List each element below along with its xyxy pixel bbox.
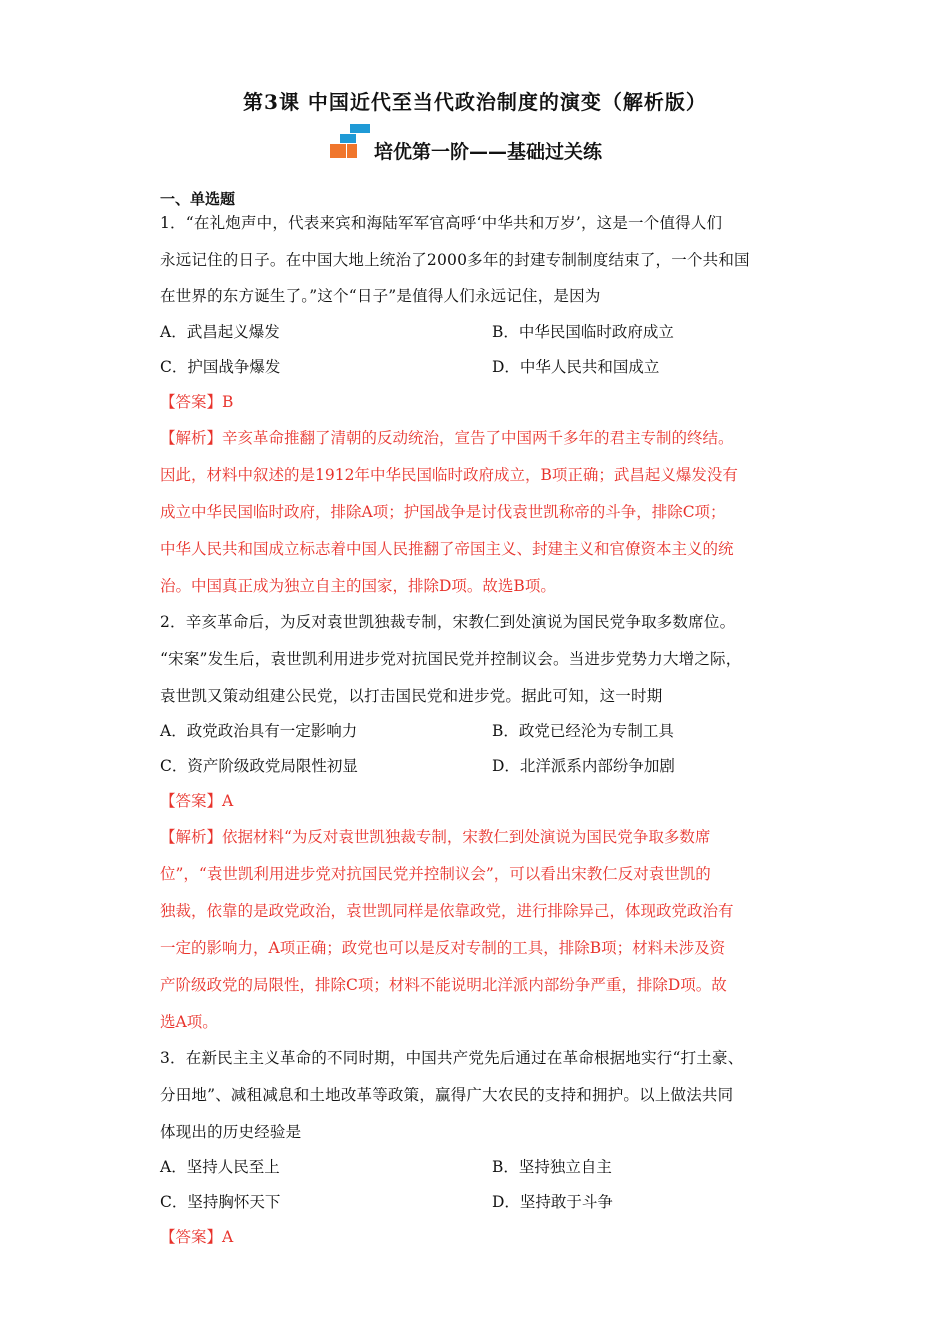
q3-answer: 【答案】A bbox=[160, 1228, 234, 1246]
q2-analysis-line-1: 【解析】依据材料“为反对袁世凯独裁专制，宋教仁到处演说为国民党争取多数席 bbox=[160, 828, 711, 846]
q2-analysis-line-5: 产阶级政党的局限性，排除C项；材料不能说明北洋派内部纷争严重，排除D项。故 bbox=[160, 976, 727, 994]
q2-analysis-line-2: 位”，“袁世凯利用进步党对抗国民党并控制议会”，可以看出宋教仁反对袁世凯的 bbox=[160, 865, 711, 883]
q1-option-c: C．护国战争爆发 bbox=[160, 358, 281, 376]
q2-analysis-line-3: 独裁，依靠的是政党政治，袁世凯同样是依靠政党，进行排除异己，体现政党政治有 bbox=[160, 902, 734, 920]
stair-blocks-icon bbox=[328, 124, 372, 160]
q1-stem-line-3: 在世界的东方诞生了。”这个“日子”是值得人们永远记住，是因为 bbox=[160, 287, 601, 305]
q1-stem-line-1: 1．“在礼炮声中，代表来宾和海陆军军官高呼‘中华共和万岁’，这是一个值得人们 bbox=[160, 214, 723, 232]
document-title: 第3课 中国近代至当代政治制度的演变（解析版） bbox=[243, 90, 707, 114]
q1-analysis-line-3: 成立中华民国临时政府，排除A项；护国战争是讨伐袁世凯称帝的斗争，排除C项； bbox=[160, 503, 726, 521]
q3-option-b: B．坚持独立自主 bbox=[492, 1158, 612, 1176]
q1-analysis-line-4: 中华人民共和国成立标志着中国人民推翻了帝国主义、封建主义和官僚资本主义的统 bbox=[160, 540, 734, 558]
q2-stem-line-1: 2．辛亥革命后，为反对袁世凯独裁专制，宋教仁到处演说为国民党争取多数席位。 bbox=[160, 613, 736, 631]
q2-stem-line-2: “宋案”发生后，袁世凯利用进步党对抗国民党并控制议会。当进步党势力大增之际， bbox=[160, 650, 742, 668]
q3-stem-line-1: 3．在新民主主义革命的不同时期，中国共产党先后通过在革命根据地实行“打土豪、 bbox=[160, 1049, 744, 1067]
q3-option-a: A．坚持人民至上 bbox=[160, 1158, 280, 1176]
q2-analysis-line-4: 一定的影响力，A项正确；政党也可以是反对专制的工具，排除B项；材料未涉及资 bbox=[160, 939, 726, 957]
q3-stem-line-3: 体现出的历史经验是 bbox=[160, 1123, 302, 1141]
q2-option-c: C．资产阶级政党局限性初显 bbox=[160, 757, 358, 775]
q2-option-a: A．政党政治具有一定影响力 bbox=[160, 722, 358, 740]
q3-stem-line-2: 分田地”、减租减息和土地改革等政策，赢得广大农民的支持和拥护。以上做法共同 bbox=[160, 1086, 734, 1104]
q2-answer: 【答案】A bbox=[160, 792, 234, 810]
section-heading: 一、单选题 bbox=[160, 190, 236, 208]
q1-analysis-line-2: 因此，材料中叙述的是1912年中华民国临时政府成立，B项正确；武昌起义爆发没有 bbox=[160, 466, 738, 484]
blue-block-middle bbox=[340, 134, 356, 143]
q1-option-b: B．中华民国临时政府成立 bbox=[492, 323, 674, 341]
q2-option-b: B．政党已经沦为专制工具 bbox=[492, 722, 674, 740]
q1-stem-line-2: 永远记住的日子。在中国大地上统治了2000多年的封建专制制度结束了，一个共和国 bbox=[160, 251, 750, 269]
banner-title: 培优第一阶——基础过关练 bbox=[374, 141, 603, 163]
q2-analysis-line-6: 选A项。 bbox=[160, 1013, 218, 1031]
orange-block-small bbox=[347, 144, 357, 158]
q1-option-d: D．中华人民共和国成立 bbox=[492, 358, 660, 376]
q1-option-a: A．武昌起义爆发 bbox=[160, 323, 280, 341]
q2-option-d: D．北洋派系内部纷争加剧 bbox=[492, 757, 675, 775]
blue-block-top bbox=[350, 124, 370, 133]
q1-analysis-line-1: 【解析】辛亥革命推翻了清朝的反动统治，宣告了中国两千多年的君主专制的终结。 bbox=[160, 429, 734, 447]
q1-analysis-line-5: 治。中国真正成为独立自主的国家，排除D项。故选B项。 bbox=[160, 577, 556, 595]
q2-stem-line-3: 袁世凯又策动组建公民党，以打击国民党和进步党。据此可知，这一时期 bbox=[160, 687, 663, 705]
section-banner bbox=[328, 124, 648, 162]
q3-option-c: C．坚持胸怀天下 bbox=[160, 1193, 281, 1211]
q1-answer: 【答案】B bbox=[160, 393, 234, 411]
q3-option-d: D．坚持敢于斗争 bbox=[492, 1193, 613, 1211]
orange-block bbox=[330, 144, 346, 158]
